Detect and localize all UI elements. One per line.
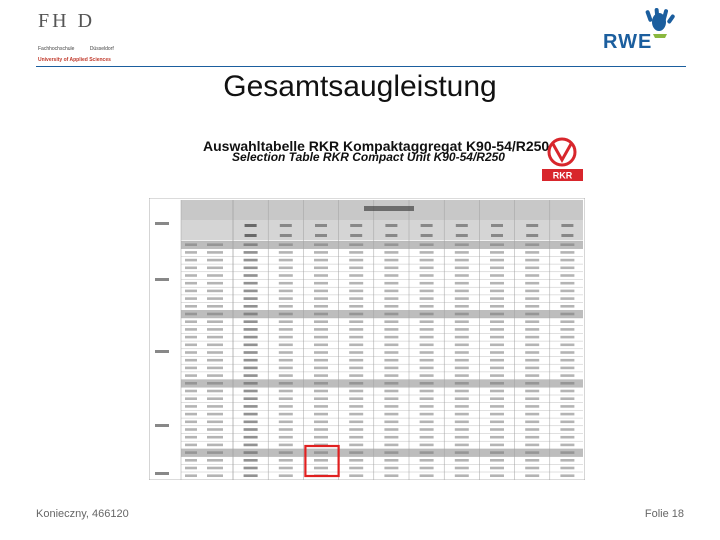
rwe-logo (603, 8, 685, 54)
footer-author: Konieczny, 466120 (36, 508, 129, 520)
fhd-university-label: University of Applied Sciences (38, 57, 111, 63)
fhd-subtitle (38, 46, 128, 52)
selection-table-scan (149, 198, 585, 480)
rkr-logo-text: RKR (552, 170, 573, 181)
rkr-emblem-icon (540, 136, 585, 182)
rkr-logo (540, 136, 585, 182)
selection-table-image (149, 198, 585, 485)
slide-title: Gesamtsaugleistung (223, 70, 497, 103)
header-divider (36, 66, 686, 67)
fhd-logo: FH D (38, 10, 96, 32)
rwe-wordmark: RWE (603, 31, 653, 53)
fhd-city-label: Düsseldorf (89, 46, 114, 52)
fhd-school-label: Fachhochschule (38, 46, 75, 52)
table-title: Auswahltabelle RKR Kompaktaggregat K90-54/R250 (203, 138, 550, 154)
footer-page-number: Folie 18 (644, 508, 684, 520)
table-subtitle: Selection Table RKR Compact Unit K90-54/R250 (232, 150, 505, 164)
